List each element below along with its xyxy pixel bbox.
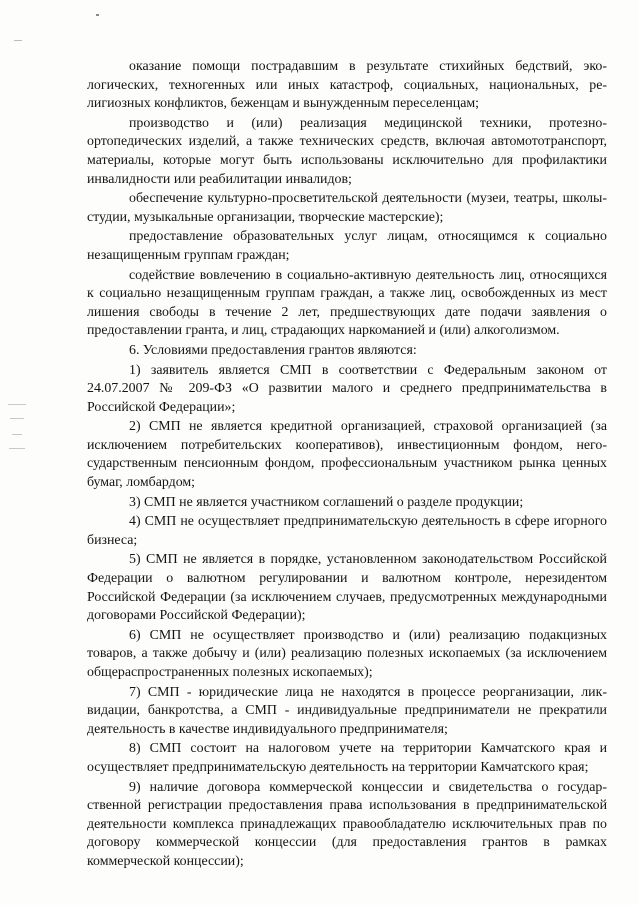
paragraph-educational-services: предоставление образовательных услуг лицам, относящимся к социально незащищенным группам граждан; bbox=[87, 229, 607, 263]
paragraph-condition-2: 2) СМП не является кредитной организацией, страховой организацией (за исключением потребительских кооперативов), инвестиционным фондом, негосударственным пенсионным фондом, профессиональным участником рынка ценных бумаг, ломбардом; bbox=[87, 419, 607, 491]
scan-artifact bbox=[10, 418, 24, 419]
paragraph-disaster-aid: оказание помощи пострадавшим в результате стихийных бедствий, экологических, техногенных или иных катастроф, социальных, национальных, религиозных конфликтов, беженцам и вынужденным переселенцам; bbox=[87, 59, 607, 112]
paragraph-condition-3: 3) СМП не является участником соглашений о разделе продукции; bbox=[129, 494, 524, 510]
scan-artifact bbox=[96, 14, 99, 16]
scan-artifact bbox=[8, 404, 26, 405]
paragraph-cultural-activity: обеспечение культурно-просветительской деятельности (музеи, театры, школы-студии, музыкальные организации, творческие мастерские); bbox=[87, 191, 607, 225]
paragraph-condition-6: 6) СМП не осуществляет производство и (или) реализацию подакцизных товаров, а также добычу и (или) реализацию полезных ископаемых (за исключением общераспространенных полезных ископаемых); bbox=[87, 627, 607, 680]
paragraph-condition-7: 7) СМП - юридические лица не находятся в процессе реорганизации, ликвидации, банкротства, а СМП - индивидуальные предприниматели не прекратили деятельность в качестве индивидуального предпринимателя; bbox=[87, 684, 607, 737]
scan-artifact bbox=[12, 434, 22, 435]
paragraph-medical-equipment: производство и (или) реализация медицинской техники, протезно-ортопедических изделий, а также технических средств, включая автомототранспорт, материалы, которые могут быть использованы исключительно для профилактики инвалидности или реабилитации инвалидов; bbox=[87, 115, 607, 187]
paragraph-grant-conditions-heading: 6. Условиями предоставления грантов являются: bbox=[129, 342, 417, 358]
paragraph-condition-1: 1) заявитель является СМП в соответствии с Федеральным законом от 24.07.2007 № 209-ФЗ «О развитии малого и среднего предпринимательства в Российской Федерации»; bbox=[87, 362, 607, 415]
document-body bbox=[87, 58, 607, 872]
paragraph-social-involvement: содействие вовлечению в социально-активную деятельность лиц, относящихся к социально незащищенным группам граждан, а также лиц, освобожденных из мест лишения свободы в течение 2 лет, предшествующих дате подачи заявления о предоставлении гранта, и лиц, страдающих наркоманией и (или) алкоголизмом. bbox=[87, 267, 607, 339]
scan-artifact bbox=[9, 448, 25, 449]
paragraph-condition-5: 5) СМП не является в порядке, установленном законодательством Российской Федерации о валютном регулировании и валютном контроле, нерезидентом Российской Федерации (за исключением случаев, предусмотренных международными договорами Российской Федерации); bbox=[87, 552, 607, 624]
paragraph-condition-4: 4) СМП не осуществляет предпринимательскую деятельность в сфере игорного бизнеса; bbox=[87, 514, 607, 548]
paragraph-condition-9: 9) наличие договора коммерческой концессии и свидетельства о государственной регистрации предоставления права использования в предпринимательской деятельности комплекса принадлежащих правообладателю исключительных прав по договору коммерческой концессии (для предоставления грантов в рамках коммерческой концессии); bbox=[87, 779, 607, 869]
scan-artifact bbox=[14, 40, 22, 41]
paragraph-condition-8: 8) СМП состоит на налоговом учете на территории Камчатского края и осуществляет предпринимательскую деятельность на территории Камчатского края; bbox=[87, 741, 607, 775]
